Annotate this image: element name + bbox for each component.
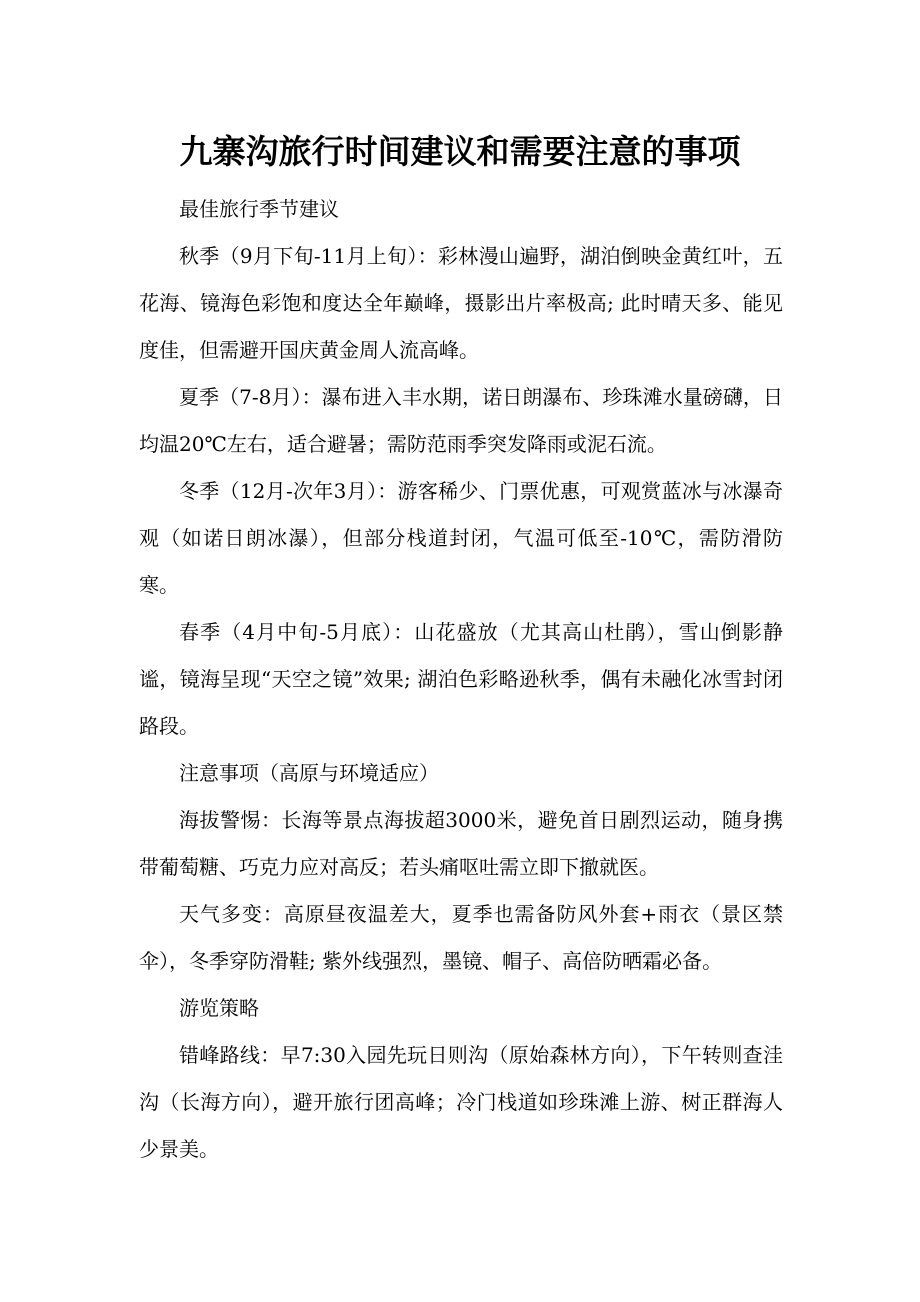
section-heading-precautions: 注意事项（高原与环境适应）: [179, 761, 439, 785]
section-heading-strategy: 游览策略: [179, 996, 259, 1020]
paragraph-route: 错峰路线：早7:30入园先玩日则沟（原始森林方向），下午转则查洼沟（长海方向），避开旅行团高峰；冷门栈道如珍珠滩上游、树正群海人少景美。: [139, 1043, 783, 1161]
paragraph-altitude: 海拔警惕：长海等景点海拔超3000米，避免首日剧烈运动，随身携带葡萄糖、巧克力应对高反；若头痛呕吐需立即下撤就医。: [139, 808, 783, 879]
paragraph-weather: 天气多变：高原昼夜温差大，夏季也需备防风外套+雨衣（景区禁伞），冬季穿防滑鞋; 紫外线强烈，墨镜、帽子、高倍防晒霜必备。: [139, 902, 783, 973]
paragraph-autumn: 秋季（9月下旬-11月上旬）：彩林漫山遍野，湖泊倒映金黄红叶，五花海、镜海色彩饱和度达全年巅峰，摄影出片率极高; 此时晴天多、能见度佳，但需避开国庆黄金周人流高峰。: [139, 244, 783, 362]
document-title: 九寨沟旅行时间建议和需要注意的事项: [179, 132, 741, 171]
paragraph-spring: 春季（4月中旬-5月底）：山花盛放（尤其高山杜鹃），雪山倒影静谧，镜海呈现“天空之镜”效果; 湖泊色彩略逊秋季，偶有未融化冰雪封闭路段。: [139, 620, 783, 738]
document-body: [139, 186, 783, 1173]
section-heading-best-season: 最佳旅行季节建议: [179, 197, 339, 221]
paragraph-winter: 冬季（12月-次年3月）：游客稀少、门票优惠，可观赏蓝冰与冰瀑奇观（如诺日朗冰瀑），但部分栈道封闭，气温可低至-10℃，需防滑防寒。: [139, 479, 783, 597]
paragraph-summer: 夏季（7-8月）：瀑布进入丰水期，诺日朗瀑布、珍珠滩水量磅礴，日均温20℃左右，适合避暑；需防范雨季突发降雨或泥石流。: [139, 385, 783, 456]
